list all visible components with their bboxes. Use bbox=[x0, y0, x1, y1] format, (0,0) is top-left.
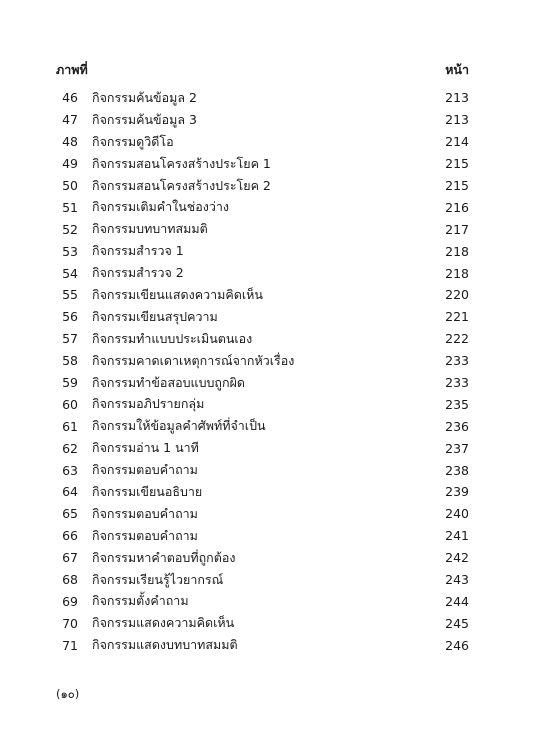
figure-number: 67 bbox=[62, 550, 78, 566]
figure-title: กิจกรรมเรียนรู้ไวยากรณ์ bbox=[92, 571, 224, 587]
page-number: 240 bbox=[445, 506, 469, 522]
figure-number: 55 bbox=[62, 287, 78, 303]
figure-title: กิจกรรมแสดงบทบาทสมมติ bbox=[92, 637, 238, 653]
list-item bbox=[56, 109, 469, 131]
figure-number: 52 bbox=[62, 221, 78, 237]
list-item bbox=[56, 306, 469, 328]
page-number: 215 bbox=[445, 178, 469, 193]
figure-number: 58 bbox=[62, 353, 78, 369]
list-item bbox=[56, 350, 469, 372]
page-number: 221 bbox=[445, 309, 469, 325]
figure-title: กิจกรรมคาดเดาเหตุการณ์จากหัวเรื่อง bbox=[92, 352, 295, 368]
figure-number: 49 bbox=[62, 156, 78, 172]
figure-title: กิจกรรมสอนโครงสร้างประโยค 1 bbox=[92, 155, 271, 171]
page-number: 213 bbox=[445, 112, 469, 128]
list-item bbox=[56, 196, 469, 218]
figure-number: 69 bbox=[62, 593, 78, 609]
figure-number: 46 bbox=[62, 90, 78, 106]
list-item bbox=[56, 218, 469, 240]
figure-title: กิจกรรมทำแบบประเมินตนเอง bbox=[92, 330, 253, 346]
figure-title: กิจกรรมเขียนอธิบาย bbox=[92, 483, 203, 499]
list-item bbox=[56, 590, 469, 612]
figure-title: กิจกรรมตอบคำถาม bbox=[92, 527, 198, 543]
figure-number: 61 bbox=[62, 418, 78, 434]
page-number: 235 bbox=[445, 396, 469, 412]
page-number: 238 bbox=[445, 462, 469, 478]
figure-title: กิจกรรมสำรวจ 1 bbox=[92, 243, 184, 259]
figure-title: กิจกรรมเติมคำในช่องว่าง bbox=[92, 199, 230, 215]
figure-title: กิจกรรมสำรวจ 2 bbox=[92, 265, 184, 281]
figure-list bbox=[56, 87, 469, 656]
page-number: 241 bbox=[445, 528, 469, 544]
page-number: 244 bbox=[445, 593, 469, 609]
figure-column-header: ภาพที่ bbox=[56, 62, 88, 77]
figure-number: 47 bbox=[62, 112, 78, 128]
page-number: 215 bbox=[445, 156, 469, 172]
list-item bbox=[56, 569, 469, 591]
page-number: 214 bbox=[445, 134, 469, 150]
figure-number: 65 bbox=[62, 506, 78, 522]
figure-title: กิจกรรมค้นข้อมูล 3 bbox=[92, 111, 197, 127]
page-number: 213 bbox=[445, 90, 469, 106]
list-item bbox=[56, 175, 469, 197]
figure-title: กิจกรรมตอบคำถาม bbox=[92, 505, 198, 521]
list-item bbox=[56, 240, 469, 262]
page-number: 218 bbox=[445, 243, 469, 259]
list-item bbox=[56, 547, 469, 569]
figure-title: กิจกรรมสอนโครงสร้างประโยค 2 bbox=[92, 177, 271, 193]
figure-number: 53 bbox=[62, 243, 78, 259]
list-item bbox=[56, 612, 469, 634]
figure-title: กิจกรรมดูวิดีโอ bbox=[92, 133, 174, 149]
page-number: 233 bbox=[445, 375, 469, 391]
figure-title: กิจกรรมค้นข้อมูล 2 bbox=[92, 89, 197, 105]
figure-number: 64 bbox=[62, 484, 78, 500]
figure-number: 66 bbox=[62, 528, 78, 544]
figure-number: 70 bbox=[62, 615, 78, 631]
figure-number: 63 bbox=[62, 462, 78, 478]
figure-number: 71 bbox=[62, 637, 78, 653]
figure-number: 62 bbox=[62, 440, 78, 456]
figure-number: 59 bbox=[62, 375, 78, 391]
list-item bbox=[56, 415, 469, 437]
figure-number: 56 bbox=[62, 309, 78, 325]
page-column-header: หน้า bbox=[445, 62, 469, 77]
figure-title: กิจกรรมทำข้อสอบแบบถูกผิด bbox=[92, 374, 246, 390]
figure-title: กิจกรรมตอบคำถาม bbox=[92, 462, 198, 478]
list-item bbox=[56, 437, 469, 459]
page-number: 239 bbox=[445, 484, 469, 500]
page-number: 222 bbox=[445, 331, 469, 347]
figure-title: กิจกรรมหาคำตอบที่ถูกต้อง bbox=[92, 549, 236, 565]
list-item bbox=[56, 503, 469, 525]
page-number: 220 bbox=[445, 287, 469, 303]
figure-title: กิจกรรมเขียนแสดงความคิดเห็น bbox=[92, 286, 263, 302]
list-item bbox=[56, 393, 469, 415]
figure-number: 54 bbox=[62, 265, 78, 281]
figure-number: 57 bbox=[62, 331, 78, 347]
page-number: 245 bbox=[445, 615, 469, 631]
list-header bbox=[56, 60, 469, 80]
list-item bbox=[56, 131, 469, 153]
list-item bbox=[56, 525, 469, 547]
list-item bbox=[56, 481, 469, 503]
figure-title: กิจกรรมบทบาทสมมติ bbox=[92, 221, 208, 237]
list-item bbox=[56, 262, 469, 284]
list-item bbox=[56, 87, 469, 109]
page-number: 216 bbox=[445, 199, 469, 215]
list-item bbox=[56, 634, 469, 656]
page-number: 243 bbox=[445, 572, 469, 588]
list-item bbox=[56, 328, 469, 350]
figure-title: กิจกรรมเขียนสรุปความ bbox=[92, 308, 218, 324]
page-number: 236 bbox=[445, 418, 469, 434]
page-number: 246 bbox=[445, 637, 469, 653]
list-item bbox=[56, 153, 469, 175]
page-number: 217 bbox=[445, 221, 469, 237]
page-number: 237 bbox=[445, 440, 469, 456]
figure-number: 50 bbox=[62, 178, 78, 193]
page-number: 233 bbox=[445, 353, 469, 369]
page-footer-number: (๑๐) bbox=[56, 687, 80, 701]
figure-title: กิจกรรมตั้งคำถาม bbox=[92, 593, 189, 609]
page-number: 242 bbox=[445, 550, 469, 566]
list-item bbox=[56, 372, 469, 394]
figure-number: 60 bbox=[62, 396, 78, 412]
figure-number: 68 bbox=[62, 572, 78, 588]
figure-number: 48 bbox=[62, 134, 78, 150]
figure-title: กิจกรรมให้ข้อมูลคำศัพท์ที่จำเป็น bbox=[92, 418, 266, 434]
figure-title: กิจกรรมแสดงความคิดเห็น bbox=[92, 615, 235, 631]
list-item bbox=[56, 459, 469, 481]
figure-title: กิจกรรมอภิปรายกลุ่ม bbox=[92, 396, 205, 412]
list-item bbox=[56, 284, 469, 306]
page-number: 218 bbox=[445, 265, 469, 281]
figure-number: 51 bbox=[62, 199, 78, 215]
figure-title: กิจกรรมอ่าน 1 นาที bbox=[92, 440, 199, 456]
